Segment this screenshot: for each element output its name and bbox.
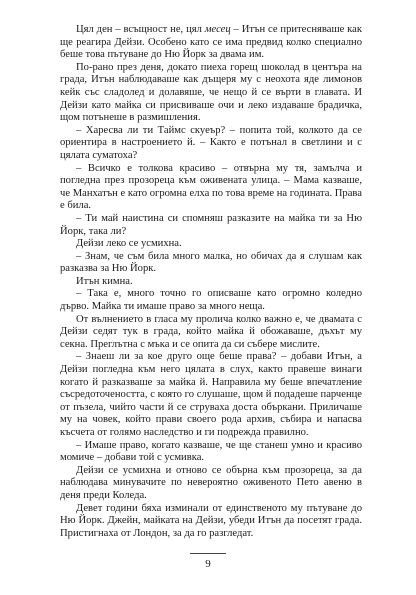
paragraph: По-рано през деня, докато пиеха горещ шоколад в центъра на града, Итън наблюдаваше как дъщеря му с неохота яде лимонов кейк със сладолед и долавяше, че нещо й се върти в главата. И Дейзи като майка си присвиваше очи и леко издаваше брадичка, щом потънеше в размишления.: [60, 61, 362, 124]
paragraph: – Така е, много точно го описваше като огромно коледно дърво. Майка ти имаше право за много неща.: [60, 288, 362, 313]
paragraph: Девет години бяха изминали от единственото му пътуване до Ню Йорк. Джейн, майката на Дейзи, убеди Итън да посетят града. Пристигнаха от Лондон, за да го разгледат.: [60, 502, 362, 539]
body-text: [60, 24, 362, 540]
paragraph: – Всичко е толкова красиво – отвърна му тя, замълча и погледна през прозореца към оживената улица. – Мама казваше, че Манхатън е като огромна елха по това време на годината. Права е била.: [60, 162, 362, 212]
emphasized-word: месец: [204, 24, 231, 35]
paragraph: Дейзи леко се усмихна.: [76, 238, 182, 250]
paragraph: От вълнението в гласа му пролича колко важно е, че двамата с Дейзи седят тук в града, който майка й обожаваше, дъхът му секна. Преглътна с мъка и се опита да си събере мислите.: [60, 313, 362, 350]
paragraph: – Ти май наистина си спомняш разказите на майка ти за Ню Йорк, така ли?: [60, 212, 362, 237]
paragraph: Дейзи се усмихна и отново се обърна към прозореца, за да наблюдава минувачите по невероятно оживеното Пето авеню в деня преди Коледа.: [60, 464, 362, 501]
paragraph: Цял ден – всъщност не, цял месец – Итън се притесняваше как ще реагира Дейзи. Особено като се има предвид колко специално беше това пътуване до Ню Йорк за двама им.: [60, 24, 363, 61]
page-number: 9: [205, 558, 211, 570]
paragraph: Итън кимна.: [76, 275, 133, 287]
paragraph: – Харесва ли ти Таймс скуеър? – попита той, колкото да се ориентира в настроението й. – Както е потънал в светлини и с цялата суматоха?: [60, 124, 362, 161]
paragraph: – Имаше право, когато казваше, че ще станеш умно и красиво момиче – добави той с усмивка.: [60, 439, 362, 464]
footer-divider: [190, 553, 226, 554]
paragraph: – Знаеш ли за кое друго още беше права? – добави Итън, а Дейзи погледна към него цялата в слух, както правеше винаги когато й разказваше за майка й. Направила му беше впечатление съсредоточеността, с която го слушаше, щом й подадеше парченце от пъзела, чийто части й се струваха доста объркани. Приличаше му на човек, който прави своего рода архив, събира и напасва късчета от голямо наследство и ги подрежда правилно.: [60, 351, 362, 438]
paragraph: – Знам, че съм била много малка, но обичах да я слушам как разказва за Ню Йорк.: [60, 250, 362, 275]
